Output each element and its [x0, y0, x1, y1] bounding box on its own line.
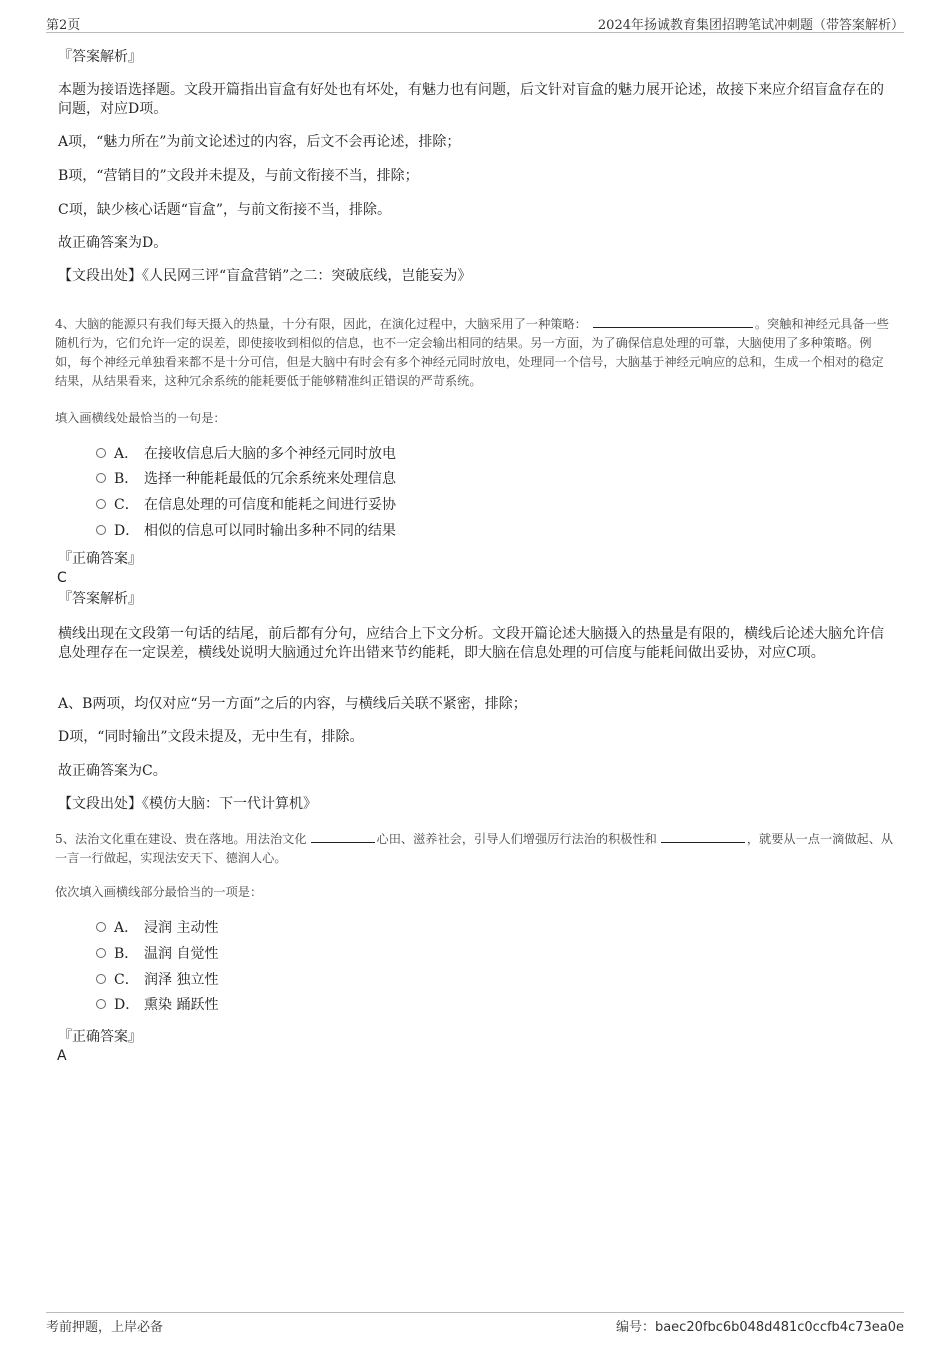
q4-option-a[interactable]: A． 在接收信息后大脑的多个神经元同时放电	[96, 444, 396, 464]
q4-source: 【文段出处】《模仿大脑：下一代计算机》	[58, 796, 317, 812]
document-code: 编号：baec20fbc6b048d481c0ccfb4c73ea0e	[615, 1320, 904, 1335]
q4-option-d[interactable]: D． 相似的信息可以同时输出多种不同的结果	[96, 521, 396, 541]
q4-blank	[593, 315, 753, 328]
q3-analysis-p2: A项，“魅力所在”为前文论述过的内容，后文不会再论述，排除；	[58, 134, 461, 150]
q5-stem-part1: 5、法治文化重在建设、贵在落地。用法治文化	[55, 832, 307, 846]
radio-icon[interactable]	[96, 473, 106, 483]
q4-stem-part2: 。突触和神经元具备一些随机行为，它们允许一定的误差，即使接收到相似的信息，也不一定会输出相同的结果。另一方面，为了确保信息处理的可靠，大脑使用了多种策略。例如，每个神经元单独看来都不是十分可信，但是大脑中有时会有多个神经元同时放电，处理同一个信号，大脑基于神经元响应的总和，生成一个相对的稳定结果，从结果看来，这种冗余系统的能耗要低于能够精准纠正错误的严苛系统。	[55, 317, 889, 388]
q4-correct-label: 『正确答案』	[58, 551, 142, 567]
radio-icon[interactable]	[96, 525, 106, 535]
q5-option-c[interactable]: C． 润泽 独立性	[96, 970, 218, 990]
q5-correct-answer: A	[57, 1048, 67, 1064]
document-title: 2024年扬诚教育集团招聘笔试冲刺题（带答案解析）	[597, 18, 904, 33]
radio-icon[interactable]	[96, 948, 106, 958]
q4-analysis-p1: 横线出现在文段第一句话的结尾，前后都有分句，应结合上下文分析。文段开篇论述大脑摄入的热量是有限的，横线后论述大脑允许信息处理存在一定误差，横线处说明大脑通过允许出错来节约能耗，即大脑在信息处理的可信度与能耗间做出妥协，对应C项。	[58, 626, 884, 661]
q4-analysis-label: 『答案解析』	[58, 591, 142, 607]
page-number: 第2页	[46, 18, 81, 33]
q5-option-b[interactable]: B． 温润 自觉性	[96, 944, 218, 964]
q4-analysis-p2: A、B两项，均仅对应“另一方面”之后的内容，与横线后关联不紧密，排除；	[58, 696, 527, 712]
q5-stem-part3: ，就要从一点一滴做起、从一言一行做起，实现法安天下、德润人心。	[55, 832, 894, 865]
q3-analysis-p4: C项，缺少核心话题“盲盒”，与前文衔接不当，排除。	[58, 202, 392, 218]
q3-analysis-label: 『答案解析』	[58, 49, 142, 65]
q3-source: 【文段出处】《人民网三评“盲盒营销”之二：突破底线，岂能妄为》	[58, 268, 472, 284]
q4-stem	[55, 315, 895, 391]
q5-prompt: 依次填入画横线部分最恰当的一项是：	[55, 885, 263, 899]
q4-correct-answer: C	[57, 570, 67, 586]
q5-stem-part2: 心田、滋养社会，引导人们增强厉行法治的积极性和	[376, 832, 657, 846]
radio-icon[interactable]	[96, 999, 106, 1009]
q3-analysis-p1: 本题为接语选择题。文段开篇指出盲盒有好处也有坏处，有魅力也有问题，后文针对盲盒的魅力展开论述，故接下来应介绍盲盒存在的问题，对应D项。	[58, 82, 884, 117]
page-header	[46, 14, 904, 33]
q5-correct-label: 『正确答案』	[58, 1029, 142, 1045]
radio-icon[interactable]	[96, 448, 106, 458]
q4-stem-part1: 4、大脑的能源只有我们每天摄入的热量，十分有限，因此，在演化过程中，大脑采用了一种策略：	[55, 317, 587, 331]
q4-option-b[interactable]: B． 选择一种能耗最低的冗余系统来处理信息	[96, 469, 396, 489]
q5-option-a[interactable]: A． 浸润 主动性	[96, 918, 218, 938]
radio-icon[interactable]	[96, 499, 106, 509]
q5-option-d[interactable]: D． 熏染 踊跃性	[96, 995, 218, 1015]
q4-prompt: 填入画横线处最恰当的一句是：	[55, 411, 226, 425]
q5-blank-2	[661, 830, 745, 843]
q4-analysis-p4: 故正确答案为C。	[58, 763, 167, 779]
q4-analysis-p3: D项，“同时输出”文段未提及，无中生有，排除。	[58, 729, 364, 745]
q3-analysis-p3: B项，“营销目的”文段并未提及，与前文衔接不当，排除；	[58, 168, 419, 184]
radio-icon[interactable]	[96, 974, 106, 984]
page-footer	[46, 1312, 904, 1335]
q5-blank-1	[311, 830, 375, 843]
q4-option-c[interactable]: C． 在信息处理的可信度和能耗之间进行妥协	[96, 495, 396, 515]
q5-stem	[55, 830, 895, 868]
q3-analysis-p5: 故正确答案为D。	[58, 235, 168, 251]
radio-icon[interactable]	[96, 922, 106, 932]
footer-slogan: 考前押题，上岸必备	[46, 1320, 164, 1335]
